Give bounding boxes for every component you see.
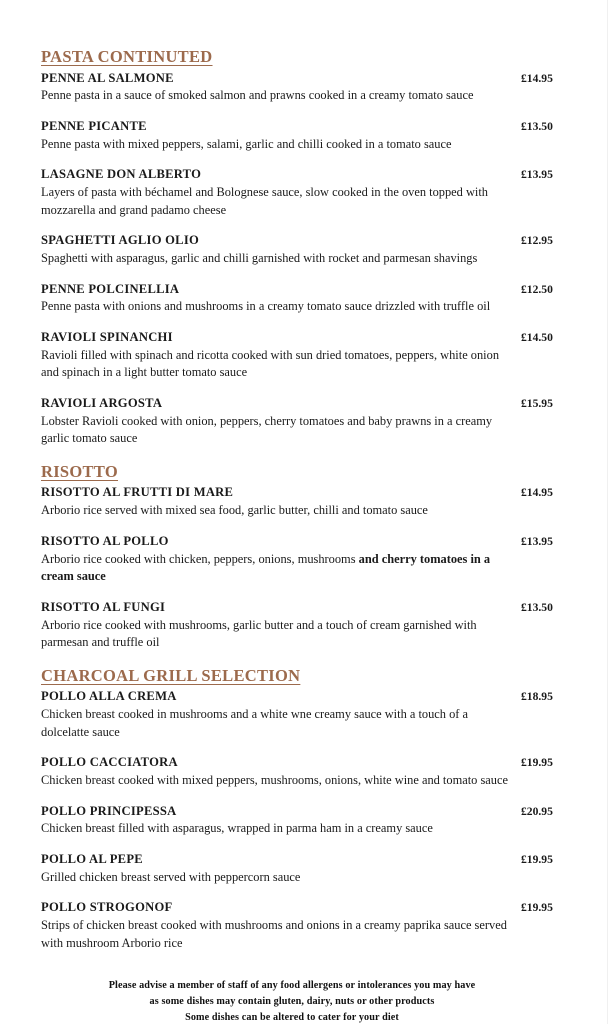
menu-item-description-plain: Arborio rice cooked with chicken, peppers, onions, mushrooms: [41, 551, 359, 566]
menu-item: [41, 71, 573, 105]
section-heading-charcoal-grill-selection: CHARCOAL GRILL SELECTION: [41, 665, 301, 685]
menu-item-header: [41, 600, 573, 616]
menu-item: [41, 282, 573, 316]
menu-item: [41, 119, 573, 153]
menu-item: [41, 852, 573, 886]
menu-item-name: RISOTTO AL POLLO: [41, 533, 169, 548]
menu-item-list-pasta: [41, 71, 573, 448]
menu-item-price: £12.95: [521, 234, 553, 248]
menu-item-header: [41, 852, 573, 868]
menu-item-description-emphasis: and cherry tomatoes in a cream sauce: [41, 551, 491, 584]
menu-item: [41, 233, 573, 267]
menu-item-header: [41, 689, 573, 705]
menu-item-header: [41, 900, 573, 916]
allergen-notice-line-1: Please advise a member of staff of any food allergens or intolerances you may have: [108, 980, 476, 992]
menu-item-name: POLLO ALLA CREMA: [41, 689, 177, 704]
menu-item-description: Grilled chicken breast served with peppercorn sauce: [41, 869, 301, 884]
menu-item-header: [41, 233, 573, 249]
menu-item: [41, 167, 573, 219]
page-edge-line: [607, 0, 608, 1024]
menu-item: [41, 755, 573, 789]
menu-item-price: £18.95: [521, 690, 553, 704]
section-heading-risotto: RISOTTO: [41, 461, 118, 481]
menu-item-description: Penne pasta with onions and mushrooms in a creamy tomato sauce drizzled with truffle oil: [41, 299, 491, 314]
menu-item-description: Layers of pasta with béchamel and Bolognese sauce, slow cooked in the oven topped with mozzarella and grand padamo cheese: [41, 185, 488, 217]
menu-item-description: Arborio rice cooked with mushrooms, garlic butter and a touch of cream garnished with parmesan and truffle oil: [41, 617, 477, 650]
menu-item-description: Chicken breast filled with asparagus, wrapped in parma ham in a creamy sauce: [41, 821, 433, 836]
section-heading-pasta-continued: PASTA CONTINUTED: [41, 47, 213, 66]
menu-item: [41, 330, 573, 382]
menu-item-description: Chicken breast cooked in mushrooms and a white wne creamy sauce with a touch of a dolcelatte sauce: [41, 707, 468, 739]
menu-item-price: £13.95: [521, 534, 553, 548]
menu-item-description: Ravioli filled with spinach and ricotta cooked with sun dried tomatoes, peppers, white onion and spinach in a light butter tomato sauce: [41, 347, 500, 380]
menu-item-header: [41, 485, 573, 501]
menu-item-price: £19.95: [521, 756, 553, 770]
allergen-notice-line-3: Some dishes can be altered to cater for your diet: [185, 1011, 399, 1023]
menu-item-description: Spaghetti with asparagus, garlic and chilli garnished with rocket and parmesan shavings: [41, 251, 478, 265]
menu-content: [41, 47, 573, 1024]
menu-item-list-charcoal-grill: [41, 689, 573, 952]
menu-item-price: £20.95: [521, 804, 553, 818]
menu-item-name: LASAGNE DON ALBERTO: [41, 167, 202, 182]
menu-item-name: POLLO AL PEPE: [41, 852, 143, 866]
menu-item-header: [41, 282, 573, 298]
allergen-notice: [41, 978, 573, 1024]
menu-item-name: PENNE PICANTE: [41, 118, 147, 133]
menu-item-header: [41, 396, 573, 412]
menu-item: [41, 689, 573, 741]
menu-item-price: £19.95: [521, 853, 553, 866]
menu-item-price: £13.50: [521, 119, 553, 133]
menu-item-name: POLLO STROGONOF: [41, 900, 173, 915]
allergen-notice-line-2: as some dishes may contain gluten, dairy, nuts or other products: [149, 996, 435, 1008]
menu-item-name: POLLO PRINCIPESSA: [41, 803, 177, 818]
menu-item-name: RAVIOLI ARGOSTA: [41, 395, 163, 410]
menu-item-description: Lobster Ravioli cooked with onion, peppers, cherry tomatoes and baby prawns in a creamy garlic tomato sauce: [41, 413, 493, 446]
menu-item-header: [41, 804, 573, 820]
menu-item-header: [41, 167, 573, 183]
menu-item-description: Arborio rice served with mixed sea food, garlic butter, chilli and tomato sauce: [41, 503, 428, 518]
menu-item-price: £14.95: [521, 71, 553, 85]
menu-item-description: Strips of chicken breast cooked with mushrooms and onions in a creamy paprika sauce served with mushroom Arborio rice: [41, 918, 507, 950]
menu-item-name: PENNE POLCINELLIA: [41, 281, 180, 296]
menu-item: [41, 485, 573, 519]
menu-item-description: [41, 551, 519, 586]
menu-item-name: SPAGHETTI AGLIO OLIO: [41, 233, 200, 248]
menu-item-price: £13.50: [521, 600, 553, 614]
menu-item-header: [41, 330, 573, 346]
menu-item: [41, 600, 573, 652]
menu-item-list-risotto: [41, 485, 573, 651]
menu-item-header: [41, 755, 573, 771]
menu-item-price: £19.95: [521, 901, 553, 915]
menu-item-price: £14.50: [521, 330, 553, 344]
menu-item: [41, 396, 573, 448]
menu-item-name: RISOTTO AL FUNGI: [41, 599, 166, 614]
menu-item: [41, 534, 573, 586]
menu-item-price: £13.95: [521, 168, 553, 182]
menu-item: [41, 804, 573, 838]
menu-item-description: Penne pasta in a sauce of smoked salmon and prawns cooked in a creamy tomato sauce: [41, 88, 474, 103]
menu-item-header: [41, 534, 573, 550]
menu-item-header: [41, 119, 573, 135]
menu-item-description: Penne pasta with mixed peppers, salami, garlic and chilli cooked in a tomato sauce: [41, 136, 452, 151]
menu-item-price: £12.50: [521, 282, 553, 296]
menu-item-name: RAVIOLI SPINANCHI: [41, 329, 173, 344]
menu-item-header: [41, 71, 573, 87]
menu-item-name: PENNE AL SALMONE: [41, 70, 174, 85]
menu-item-name: RISOTTO AL FRUTTI DI MARE: [41, 485, 234, 500]
menu-item-price: £14.95: [521, 486, 553, 500]
menu-item-name: POLLO CACCIATORA: [41, 755, 178, 770]
menu-item-price: £15.95: [521, 396, 553, 410]
menu-item-description: Chicken breast cooked with mixed peppers, mushrooms, onions, white wine and tomato sauce: [41, 773, 508, 788]
menu-item: [41, 900, 573, 952]
